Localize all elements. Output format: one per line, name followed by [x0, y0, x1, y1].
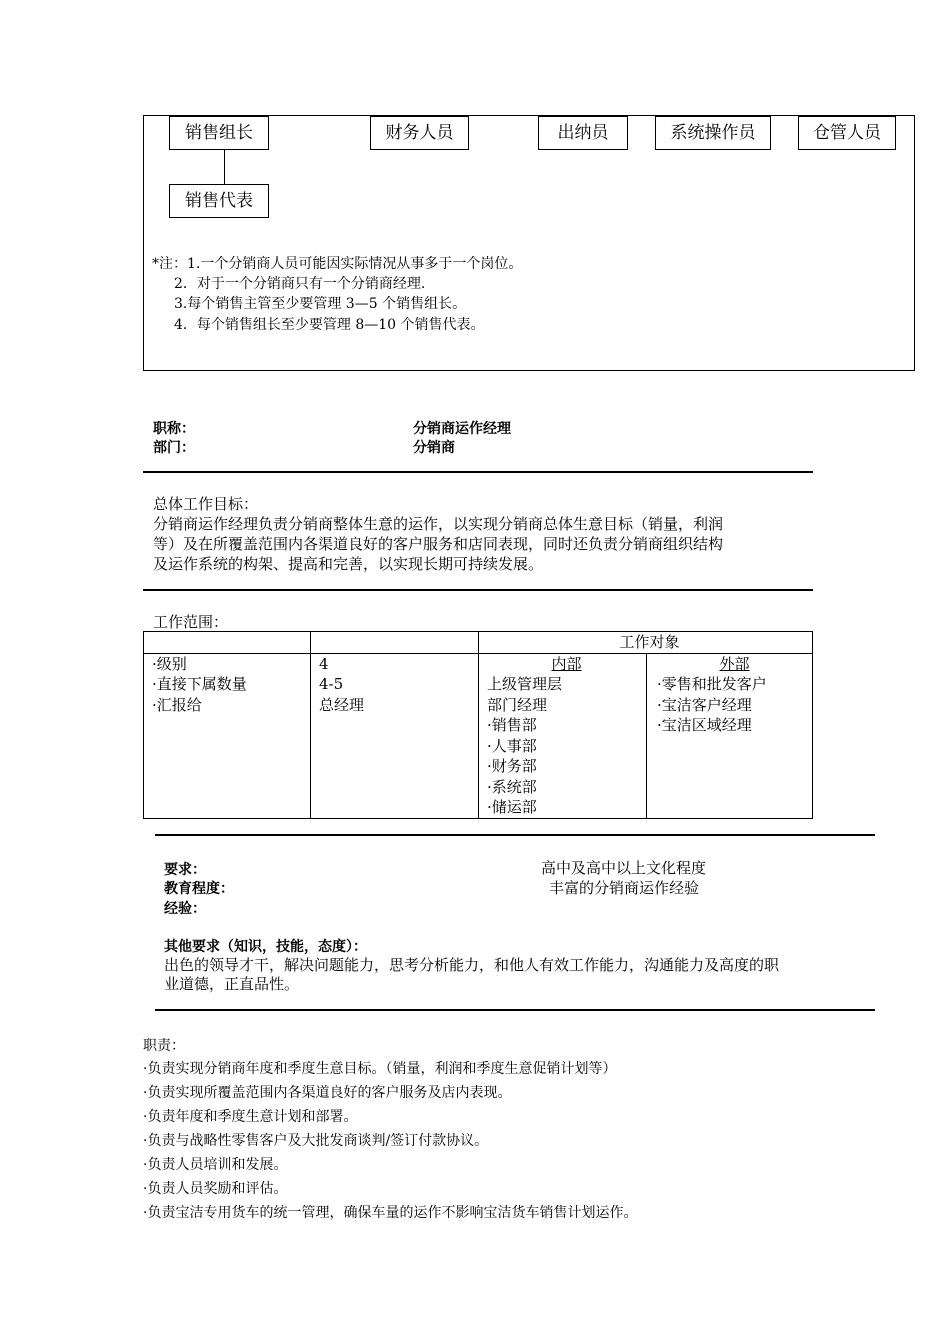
- org-box-sales-rep: 销售代表: [169, 184, 269, 218]
- external-item: ·宝洁客户经理: [657, 695, 752, 714]
- scope-table: [143, 631, 813, 819]
- org-box-warehouse: 仓管人员: [798, 116, 896, 150]
- internal-item: ·财务部: [487, 757, 537, 775]
- divider: [155, 1009, 875, 1011]
- title-label: 职称：: [153, 421, 195, 437]
- org-note-4: 4．每个销售组长至少要管理 8—10 个销售代表。: [174, 317, 485, 333]
- objective-line-3: 及运作系统的构架、提高和完善，以实现长期可持续发展。: [153, 555, 544, 573]
- external-item: ·宝洁区域经理: [657, 716, 752, 734]
- label-level: ·级别: [152, 654, 187, 673]
- experience-label: 经验：: [164, 901, 206, 917]
- internal-item: ·人事部: [487, 736, 537, 755]
- value-reports-to: 总经理: [319, 695, 365, 714]
- external-header: 外部: [719, 654, 750, 673]
- org-box-finance: 财务人员: [370, 116, 469, 150]
- experience-value: 丰富的分销商运作经验: [549, 879, 700, 897]
- duties-heading: 职责：: [143, 1038, 185, 1054]
- org-note-1: *注：1.一个分销商人员可能因实际情况从事多于一个岗位。: [152, 256, 523, 272]
- value-subordinates: 4-5: [319, 675, 344, 693]
- scope-empty-cell: [311, 632, 479, 654]
- org-box-system-operator: 系统操作员: [655, 116, 771, 150]
- org-note-3: 3.每个销售主管至少要管理 3—5 个销售组长。: [174, 296, 467, 312]
- duty-item: ·负责宝洁专用货车的统一管理，确保车量的运作不影响宝洁货车销售计划运作。: [143, 1205, 638, 1221]
- org-box-cashier: 出纳员: [538, 116, 628, 150]
- duty-item: ·负责年度和季度生意计划和部署。: [143, 1109, 358, 1125]
- internal-item: ·储运部: [487, 798, 537, 816]
- scope-empty-cell: [144, 632, 311, 654]
- other-requirements-line-2: 业道德，正直品性。: [164, 975, 300, 993]
- objective-line-2: 等）及在所覆盖范围内各渠道良好的客户服务和店同表现，同时还负责分销商组织结构: [153, 535, 724, 553]
- other-requirements-heading: 其他要求（知识，技能，态度）：: [164, 939, 367, 955]
- duty-item: ·负责实现分销商年度和季度生意目标。（销量，利润和季度生意促销计划等）: [143, 1061, 617, 1077]
- org-connector-line: [224, 149, 225, 184]
- education-value: 高中及高中以上文化程度: [541, 859, 707, 877]
- objective-line-1: 分销商运作经理负责分销商整体生意的运作，以实现分销商总体生意目标（销量，利润: [153, 515, 724, 533]
- duty-item: ·负责人员奖励和评估。: [143, 1181, 288, 1197]
- scope-heading: 工作范围：: [153, 613, 229, 631]
- external-item: ·零售和批发客户: [657, 675, 767, 693]
- external-cell: [647, 653, 813, 818]
- internal-item: 部门经理: [487, 695, 548, 714]
- divider: [155, 834, 875, 836]
- org-box-sales-leader: 销售组长: [169, 116, 269, 150]
- internal-item: 上级管理层: [487, 675, 563, 693]
- dept-value: 分销商: [413, 440, 455, 456]
- scope-values-cell: [311, 653, 479, 818]
- duty-item: ·负责与战略性零售客户及大批发商谈判/签订付款协议。: [143, 1133, 489, 1149]
- label-reports-to: ·汇报给: [152, 695, 202, 714]
- internal-item: ·销售部: [487, 716, 537, 734]
- title-value: 分销商运作经理: [413, 421, 511, 437]
- other-requirements-line-1: 出色的领导才干，解决问题能力，思考分析能力，和他人有效工作能力，沟通能力及高度的职: [164, 956, 780, 974]
- scope-labels-cell: [144, 653, 311, 818]
- education-label: 教育程度：: [164, 881, 234, 897]
- divider: [143, 471, 813, 473]
- label-subordinates: ·直接下属数量: [152, 675, 247, 693]
- divider: [143, 589, 813, 591]
- duty-item: ·负责实现所覆盖范围内各渠道良好的客户服务及店内表现。: [143, 1085, 512, 1101]
- work-object-header: 工作对象: [479, 632, 813, 654]
- requirements-label: 要求：: [164, 862, 206, 878]
- value-level: 4: [319, 654, 329, 673]
- objective-heading: 总体工作目标：: [153, 495, 259, 513]
- duty-item: ·负责人员培训和发展。: [143, 1157, 288, 1173]
- dept-label: 部门：: [153, 440, 195, 456]
- internal-header: 内部: [551, 654, 582, 673]
- internal-cell: [479, 653, 647, 818]
- org-note-2: 2．对于一个分销商只有一个分销商经理.: [174, 276, 426, 292]
- internal-item: ·系统部: [487, 777, 537, 796]
